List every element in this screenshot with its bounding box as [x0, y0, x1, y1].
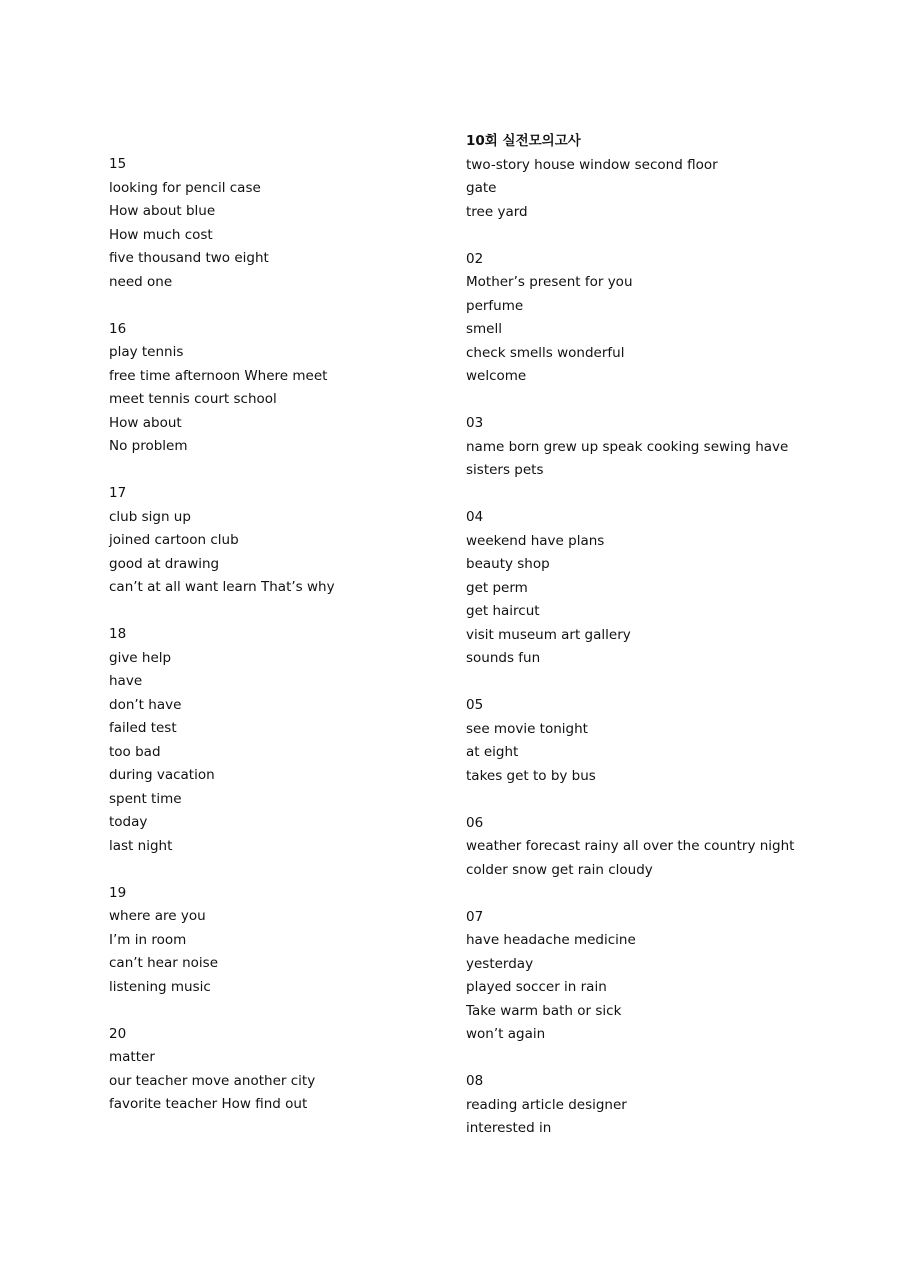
answer-line: looking for pencil case — [109, 179, 261, 196]
answer-line: joined cartoon club — [109, 532, 239, 548]
answer-line: played soccer in rain — [466, 979, 607, 995]
section-spacer — [109, 459, 489, 483]
question-number: 15 — [109, 156, 127, 172]
answer-line: at eight — [466, 744, 519, 760]
left-column — [109, 153, 489, 1117]
answer-line: play tennis — [109, 344, 184, 360]
answer-line: during vacation — [109, 767, 215, 783]
answer-line: have headache medicine — [466, 932, 636, 948]
answer-line: can’t at all want learn That’s why — [109, 579, 335, 595]
section-title: 10회 실전모의고사 — [466, 133, 581, 149]
answer-line: failed test — [109, 720, 177, 736]
answer-line: How about — [109, 414, 182, 431]
answer-line: meet tennis court school — [109, 391, 277, 407]
question-block — [466, 412, 846, 483]
answer-line: won’t again — [466, 1026, 546, 1042]
question-block — [466, 1070, 846, 1141]
answer-line: matter — [109, 1049, 155, 1065]
section-spacer — [109, 294, 489, 318]
question-number: 18 — [109, 626, 127, 642]
answer-line: see movie tonight — [466, 720, 588, 737]
answer-line: How about blue — [109, 203, 216, 219]
question-number: 19 — [109, 884, 127, 901]
answer-line: have — [109, 673, 143, 689]
question-block — [109, 1023, 489, 1117]
answer-line: where are you — [109, 908, 206, 924]
question-number: 02 — [466, 250, 484, 267]
question-block — [109, 882, 489, 1000]
answer-line: give help — [109, 649, 172, 666]
section-spacer — [109, 600, 489, 624]
answer-line: I’m in room — [109, 931, 187, 948]
answer-line: yesterday — [466, 955, 534, 972]
answer-line: don’t have — [109, 696, 182, 713]
answer-line: last night — [109, 837, 173, 854]
answer-line: colder snow get rain cloudy — [466, 861, 653, 878]
question-number: 06 — [466, 814, 484, 831]
answer-line: free time afternoon Where meet — [109, 367, 328, 384]
section-spacer — [109, 858, 489, 882]
question-number: 04 — [466, 509, 484, 525]
answer-line: our teacher move another city — [109, 1072, 316, 1089]
answer-line: No problem — [109, 438, 188, 454]
answer-line: club sign up — [109, 508, 191, 525]
section-spacer — [466, 882, 846, 906]
section-spacer — [466, 389, 846, 413]
answer-line: Mother’s present for you — [466, 274, 633, 290]
section-spacer — [466, 483, 846, 507]
answer-line: good at drawing — [109, 555, 220, 572]
question-block — [466, 506, 846, 671]
answer-line: gate — [466, 180, 497, 196]
answer-line: can’t hear noise — [109, 955, 219, 971]
answer-line: smell — [466, 321, 502, 337]
answer-line: check smells wonderful — [466, 344, 625, 361]
answer-line: need one — [109, 273, 173, 290]
answer-line: two-story house window second floor — [466, 156, 718, 173]
answer-line: tree yard — [466, 203, 528, 220]
answer-line: weekend have plans — [466, 532, 605, 549]
answer-line: too bad — [109, 743, 161, 760]
question-block — [109, 482, 489, 600]
question-block — [109, 318, 489, 459]
question-number: 03 — [466, 415, 484, 431]
answer-line: favorite teacher How find out — [109, 1096, 308, 1112]
answer-line: sisters pets — [466, 462, 544, 478]
question-number: 05 — [466, 697, 484, 713]
answer-line: visit museum art gallery — [466, 626, 631, 643]
question-block — [466, 248, 846, 389]
answer-line: interested in — [466, 1120, 552, 1136]
question-number: 07 — [466, 908, 484, 925]
answer-line: reading article designer — [466, 1096, 627, 1113]
question-number: 08 — [466, 1073, 484, 1089]
right-column — [466, 130, 846, 1141]
question-block — [466, 906, 846, 1047]
answer-line: How much cost — [109, 226, 213, 243]
section-spacer — [109, 999, 489, 1023]
question-number: 20 — [109, 1025, 127, 1042]
answer-line: takes get to by bus — [466, 767, 596, 784]
question-block — [109, 623, 489, 858]
question-block — [109, 153, 489, 294]
section-spacer — [466, 1047, 846, 1071]
answer-line: Take warm bath or sick — [466, 1002, 622, 1019]
question-number: 17 — [109, 485, 127, 501]
answer-line: weather forecast rainy all over the country night — [466, 838, 795, 854]
answer-line: beauty shop — [466, 556, 550, 572]
question-block — [466, 694, 846, 788]
question-number: 16 — [109, 320, 127, 337]
answer-line: listening music — [109, 978, 211, 995]
right-intro-block — [466, 154, 846, 225]
answer-line: get perm — [466, 579, 528, 596]
answer-line: sounds fun — [466, 650, 541, 666]
answer-line: today — [109, 814, 148, 830]
answer-line: name born grew up speak cooking sewing have — [466, 438, 789, 455]
section-spacer — [466, 671, 846, 695]
answer-line: perfume — [466, 297, 524, 314]
answer-line: welcome — [466, 368, 527, 384]
answer-line: spent time — [109, 790, 182, 807]
section-spacer — [466, 788, 846, 812]
question-block — [466, 812, 846, 883]
answer-line: get haircut — [466, 603, 540, 619]
answer-line: five thousand two eight — [109, 250, 269, 266]
section-spacer — [466, 224, 846, 248]
